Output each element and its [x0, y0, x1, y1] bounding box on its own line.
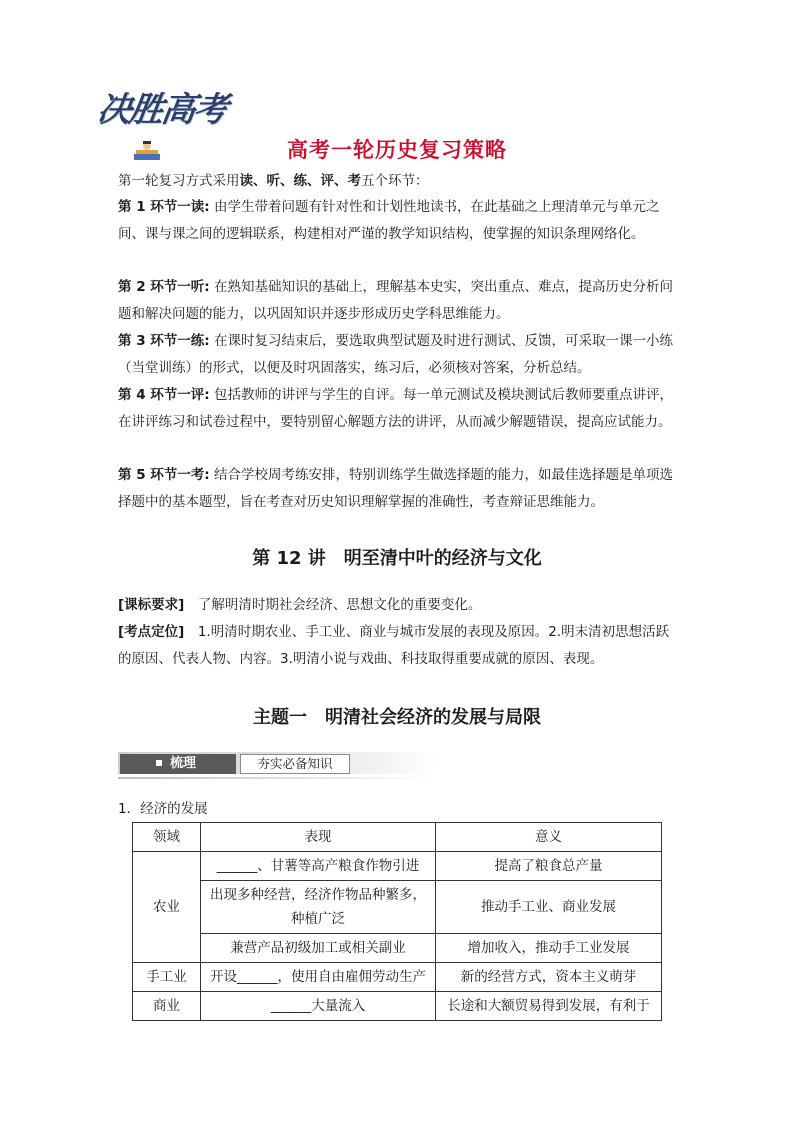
section-banner	[118, 752, 436, 782]
section-label: 1．经济的发展	[118, 801, 208, 817]
banner-dark-text: 梳理	[170, 756, 197, 771]
table-cell-field: 商业	[133, 992, 201, 1021]
focus-text: 1.明清时期农业、手工业、商业与城市发展的表现及原因。2.明末清初思想活跃的原因、代表人物、内容。3.明清小说与戏曲、科技取得重要成就的原因、表现。	[118, 624, 670, 667]
step-paragraph	[118, 274, 678, 327]
intro-bold: 读、听、练、评、考	[239, 173, 361, 189]
step-text: 在熟知基础知识的基础上，理解基本史实，突出重点、难点，提高历史分析问题和解决问题的能力，以巩固知识并逐步形成历史学科思维能力。	[118, 279, 673, 322]
intro-prefix: 第一轮复习方式采用	[118, 173, 240, 189]
banner-light-label: 夯实必备知识	[240, 754, 350, 774]
logo-text: 决胜高考	[94, 90, 229, 130]
step-label: 第 2 环节一听:	[118, 279, 210, 295]
table-row	[133, 852, 662, 881]
table-cell-show: ______、甘薯等高产粮食作物引进	[201, 852, 436, 881]
step-label: 第 1 环节一读:	[118, 199, 210, 215]
table-cell-show: 兼营产品初级加工或相关副业	[201, 934, 436, 963]
table-cell-meaning: 长途和大额贸易得到发展，有利于	[436, 992, 662, 1021]
step-text: 包括教师的讲评与学生的自评。每一单元测试及模块测试后教师要重点讲评，在讲评练习和试卷过程中，要特别留心解题方法的讲评，从而减少解题错误，提高应试能力。	[118, 387, 673, 430]
topic-title: 主题一 明清社会经济的发展与局限	[253, 707, 541, 728]
table-cell-field: 农业	[133, 852, 201, 963]
banner-underline	[118, 777, 436, 779]
focus-paragraph	[118, 619, 678, 672]
intro-paragraph	[118, 168, 678, 195]
table-cell-meaning: 新的经营方式，资本主义萌芽	[436, 963, 662, 992]
step-paragraph	[118, 382, 678, 435]
table-cell-show: ______大量流入	[201, 992, 436, 1021]
table-row	[133, 992, 662, 1021]
step-text: 在课时复习结束后，要选取典型试题及时进行测试、反馈，可采取一课一小练（当堂训练）的形式，以便及时巩固落实，练习后，必须核对答案，分析总结。	[118, 333, 673, 376]
step-text: 由学生带着问题有针对性和计划性地读书，在此基础之上理清单元与单元之间、课与课之间的逻辑联系，构建相对严谨的教学知识结构，使掌握的知识条理网络化。	[118, 199, 660, 242]
standard-paragraph	[118, 592, 678, 619]
square-bullet-icon	[156, 760, 162, 766]
step-label: 第 5 环节一考:	[118, 467, 210, 483]
standard-tag: [课标要求]	[118, 597, 185, 613]
step-paragraph	[118, 462, 678, 515]
table-row	[133, 881, 662, 934]
step-paragraph	[118, 328, 678, 381]
document-title: 高考一轮历史复习策略	[287, 138, 507, 162]
step-label: 第 3 环节一练:	[118, 333, 210, 349]
table-cell-meaning: 提高了粮食总产量	[436, 852, 662, 881]
step-text: 结合学校周考练安排，特别训练学生做选择题的能力，如最佳选择题是单项选择题中的基本题型，旨在考查对历史知识理解掌握的准确性，考查辩证思维能力。	[118, 467, 673, 510]
table-header-cell: 表现	[201, 823, 436, 852]
banner-dark-label	[120, 754, 236, 774]
table-cell-show: 开设______，使用自由雇佣劳动生产	[201, 963, 436, 992]
step-paragraph	[118, 194, 678, 247]
table-cell-meaning: 增加收入，推动手工业发展	[436, 934, 662, 963]
table-cell-field: 手工业	[133, 963, 201, 992]
focus-tag: [考点定位]	[118, 624, 185, 640]
lecture-title: 第 12 讲 明至清中叶的经济与文化	[252, 548, 542, 569]
standard-text: 了解明清时期社会经济、思想文化的重要变化。	[184, 597, 482, 613]
table-row	[133, 934, 662, 963]
table-header-cell: 意义	[436, 823, 662, 852]
table-row	[133, 963, 662, 992]
step-label: 第 4 环节一评:	[118, 387, 210, 403]
table-header-cell: 领域	[133, 823, 201, 852]
table-cell-show: 出现多种经营，经济作物品种繁多，种植广泛	[201, 881, 436, 934]
table-cell-meaning: 推动手工业、商业发展	[436, 881, 662, 934]
economy-table	[132, 822, 662, 1021]
intro-suffix: 五个环节：	[361, 173, 429, 189]
table-header-row	[133, 823, 662, 852]
